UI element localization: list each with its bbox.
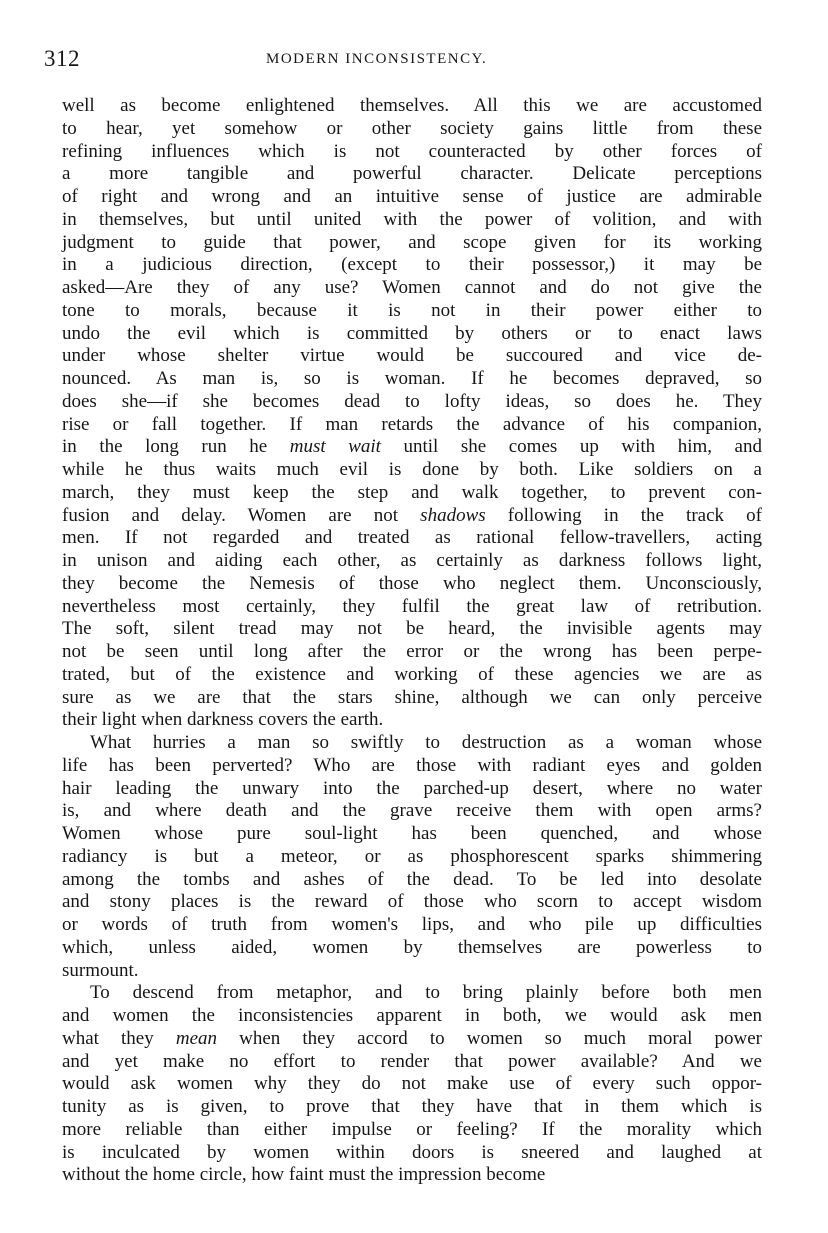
text-line: hair leading the unwary into the parched-up desert, where no water <box>62 777 762 799</box>
paragraph <box>62 982 762 1187</box>
text-line: well as become enlightened themselves. All this we are accustomed <box>62 95 762 116</box>
text-line: fusion and delay. Women are not shadows following in the track of <box>62 504 762 526</box>
text-line: more reliable than either impulse or feeling? If the morality which <box>62 1118 762 1140</box>
running-title: MODERN INCONSISTENCY. <box>266 51 488 67</box>
text-line: Women whose pure soul-light has been quenched, and whose <box>62 823 762 844</box>
text-line: trated, but of the existence and working of these agencies we are as <box>62 663 762 685</box>
text-line: among the tombs and ashes of the dead. To be led into desolate <box>62 868 762 890</box>
text-line: while he thus waits much evil is done by both. Like soldiers on a <box>62 459 762 480</box>
text-line: or words of truth from women's lips, and who pile up difficulties <box>62 914 762 935</box>
text-line: refining influences which is not counteracted by other forces of <box>62 140 762 162</box>
text-line: What hurries a man so swiftly to destruction as a woman whose <box>90 732 762 753</box>
text-line: does she—if she becomes dead to lofty ideas, so does he. They <box>62 390 762 412</box>
text-line: in the long run he must wait until she comes up with him, and <box>62 436 762 458</box>
text-line: undo the evil which is committed by others or to enact laws <box>62 322 762 344</box>
text-line: and yet make no effort to render that power available? And we <box>62 1050 762 1072</box>
text-line: surmount. <box>62 959 139 981</box>
text-line: and women the inconsistencies apparent in both, we would ask men <box>62 1005 762 1026</box>
text-line: in themselves, but until united with the power of volition, and with <box>62 208 762 230</box>
text-line: what they mean when they accord to women so much moral power <box>62 1027 762 1049</box>
text-line: judgment to guide that power, and scope given for its working <box>62 231 762 253</box>
text-line: is inculcated by women within doors is sneered and laughed at <box>62 1141 762 1163</box>
body-text <box>62 95 762 1187</box>
page-number: 312 <box>44 46 80 71</box>
text-line: under whose shelter virtue would be succoured and vice de- <box>62 345 762 367</box>
text-line: asked—Are they of any use? Women cannot and do not give the <box>62 277 762 298</box>
paragraph <box>62 95 762 732</box>
text-line: life has been perverted? Who are those with radiant eyes and golden <box>62 754 762 776</box>
text-line: their light when darkness covers the earth. <box>62 709 384 731</box>
text-line: rise or fall together. If man retards the advance of his companion, <box>62 413 762 435</box>
text-line: to hear, yet somehow or other society gains little from these <box>62 117 762 139</box>
text-line: march, they must keep the step and walk together, to prevent con- <box>62 481 762 503</box>
text-line: would ask women why they do not make use of every such oppor- <box>62 1073 762 1095</box>
text-line: To descend from metaphor, and to bring plainly before both men <box>90 982 762 1004</box>
text-line: and stony places is the reward of those who scorn to accept wisdom <box>62 891 762 913</box>
text-line: they become the Nemesis of those who neglect them. Unconsciously, <box>62 572 762 594</box>
text-line: The soft, silent tread may not be heard, the invisible agents may <box>62 618 762 640</box>
text-line: sure as we are that the stars shine, although we can only perceive <box>62 686 762 708</box>
text-line: tunity as is given, to prove that they have that in them which is <box>62 1096 762 1117</box>
text-line: nounced. As man is, so is woman. If he becomes depraved, so <box>62 368 762 389</box>
text-line: not be seen until long after the error or the wrong has been perpe- <box>62 641 762 662</box>
text-line: in unison and aiding each other, as certainly as darkness follows light, <box>62 550 762 571</box>
text-line: is, and where death and the grave receive them with open arms? <box>62 800 762 822</box>
text-line: tone to morals, because it is not in their power either to <box>62 299 762 321</box>
text-line: of right and wrong and an intuitive sense of justice are admirable <box>62 186 762 207</box>
running-head <box>44 46 764 74</box>
text-line: in a judicious direction, (except to their possessor,) it may be <box>62 254 762 276</box>
text-line: which, unless aided, women by themselves are powerless to <box>62 936 762 958</box>
text-line: radiancy is but a meteor, or as phosphorescent sparks shimmering <box>62 845 762 867</box>
text-line: without the home circle, how faint must the impression become <box>62 1164 546 1186</box>
text-line: men. If not regarded and treated as rational fellow-travellers, acting <box>62 527 762 549</box>
text-line: a more tangible and powerful character. Delicate perceptions <box>62 163 762 185</box>
paragraph <box>62 732 762 982</box>
text-line: nevertheless most certainly, they fulfil the great law of retribution. <box>62 595 762 617</box>
